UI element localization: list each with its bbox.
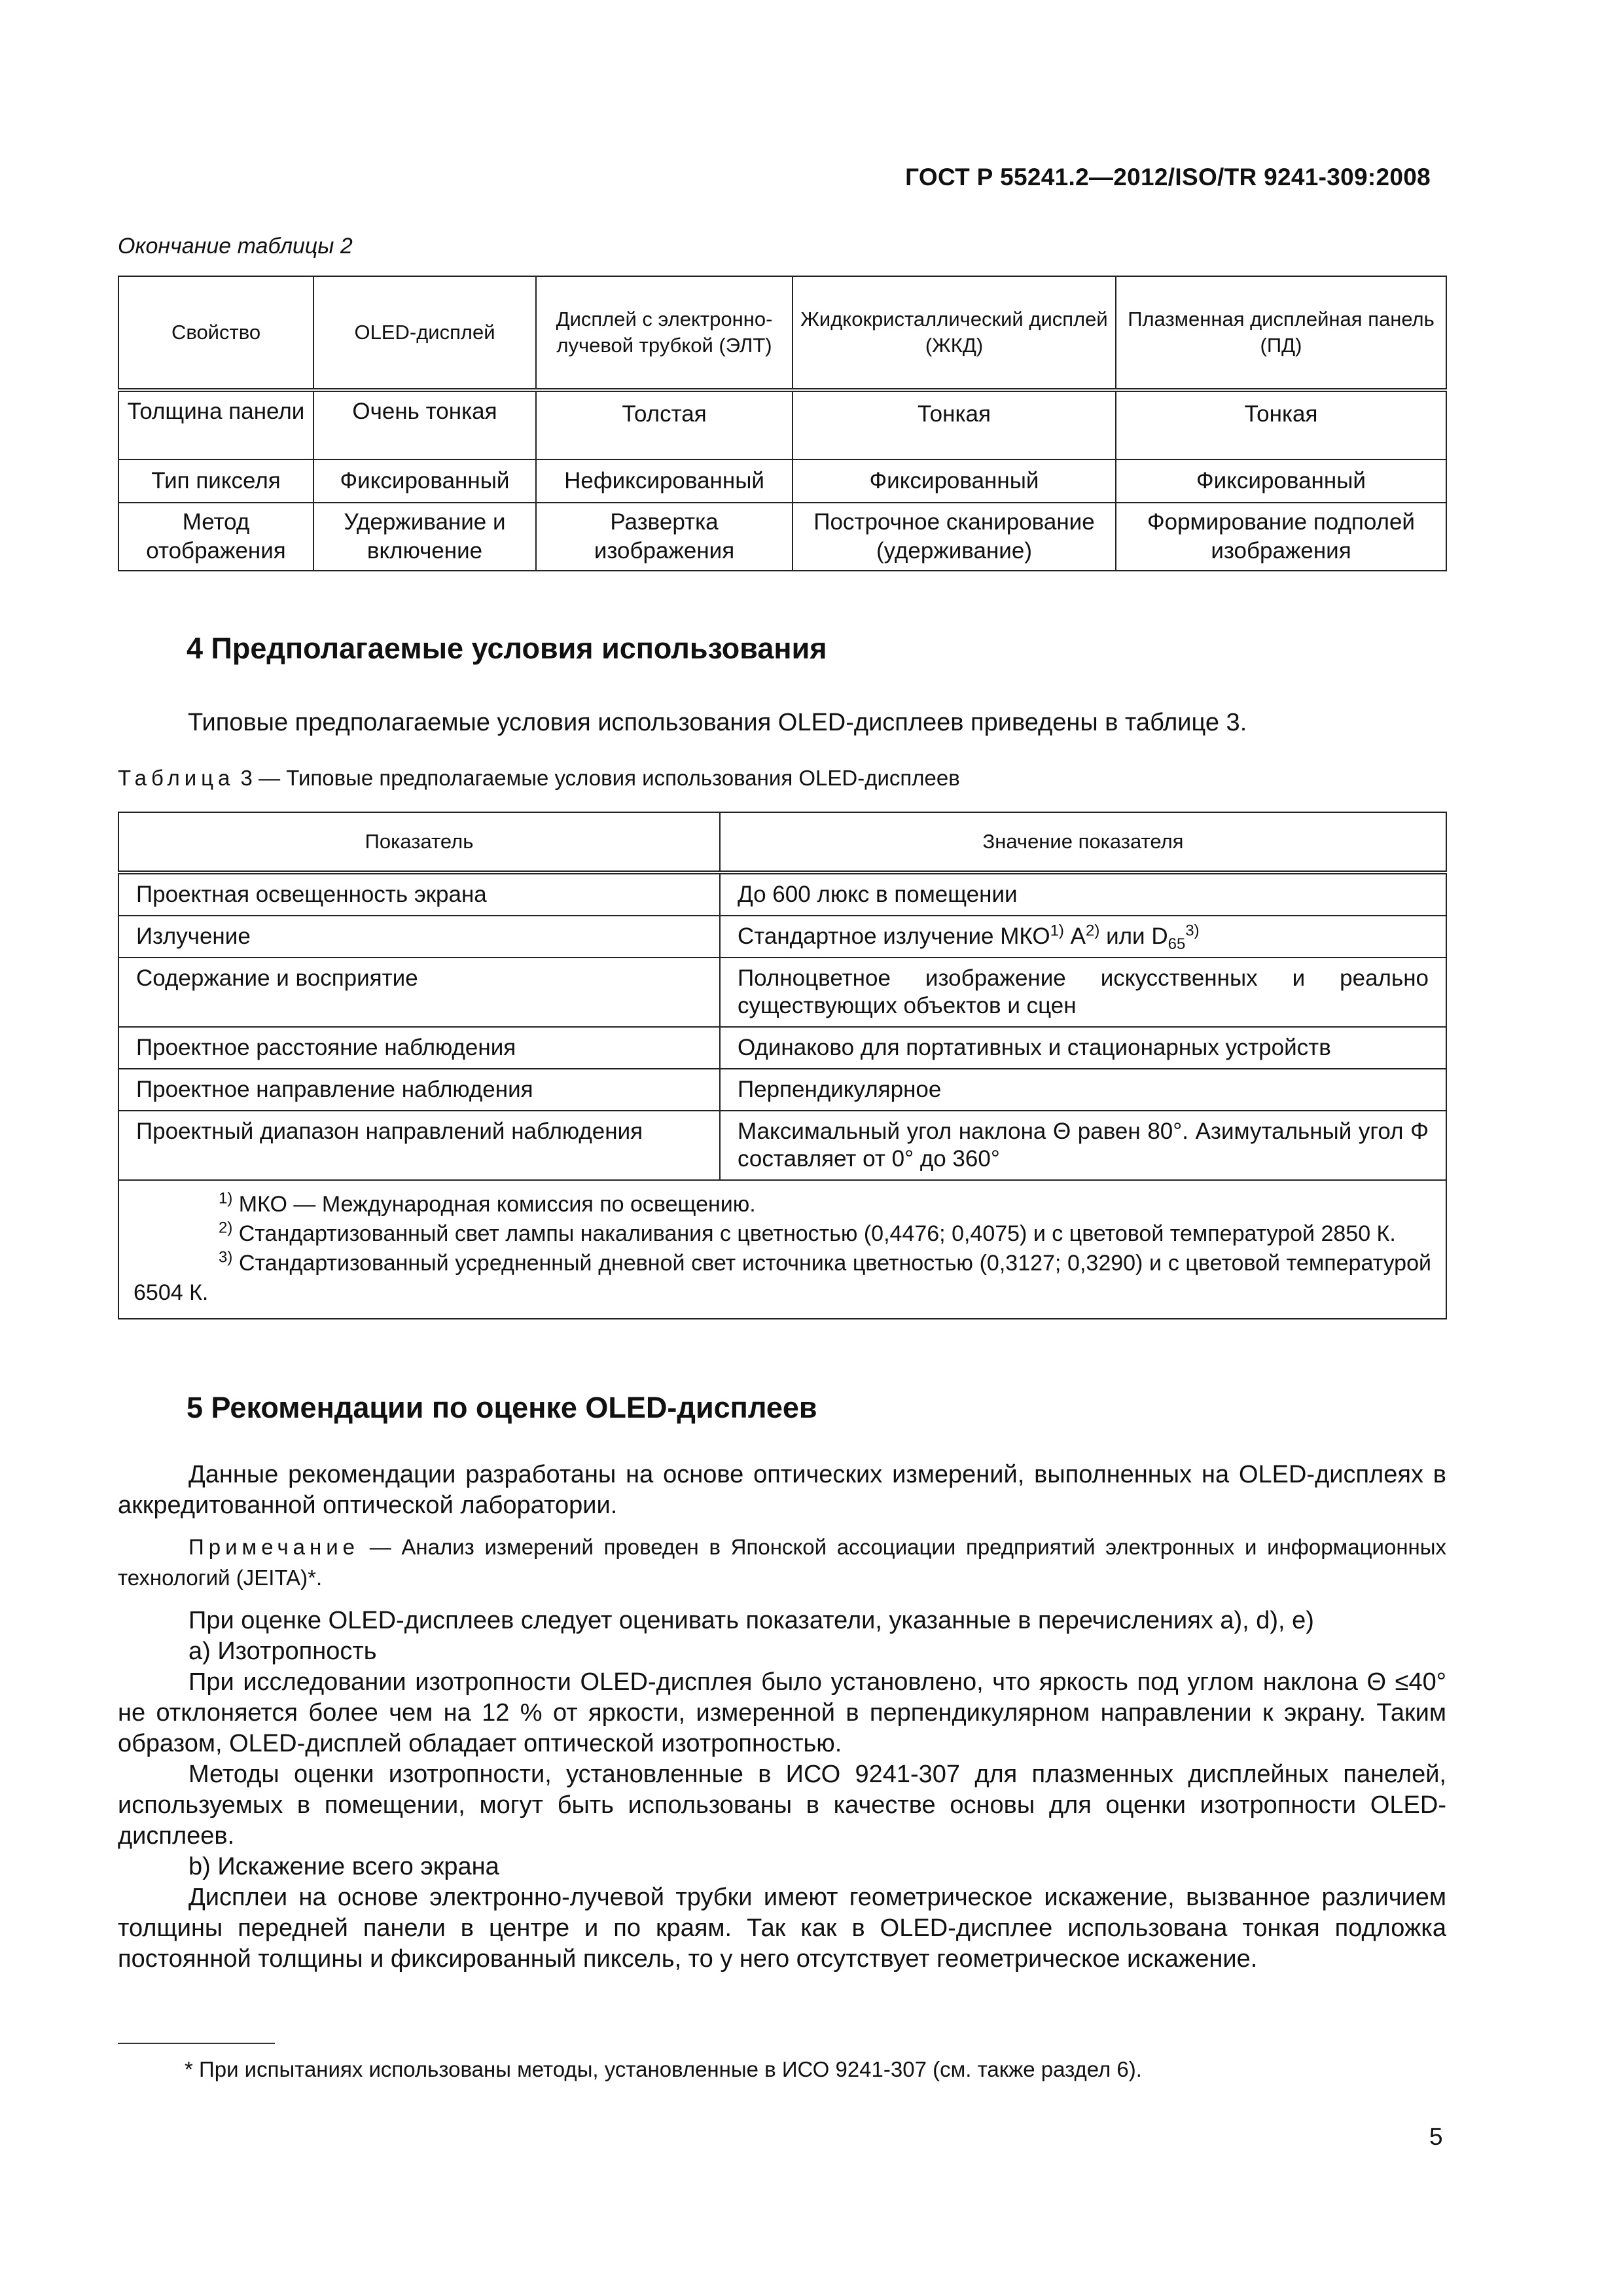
table2-header-row (118, 276, 1446, 390)
table3-footnote (134, 1219, 1431, 1249)
table3-footnotes (118, 1180, 1446, 1319)
table-cell: Проектное расстояние наблюдения (118, 1027, 720, 1069)
table-cell: Тонкая (793, 390, 1116, 459)
table3-footnotes-row (118, 1180, 1446, 1319)
table2-header-cell: Дисплей с электронно-лучевой трубкой (ЭЛТ) (536, 276, 793, 390)
subscript: 65 (1168, 935, 1186, 953)
table3-caption-text: 3 — Типовые предполагаемые условия использования OLED-дисплеев (234, 766, 960, 790)
table-row (118, 958, 1446, 1027)
table-cell: Содержание и восприятие (118, 958, 720, 1027)
table-2 (118, 276, 1447, 571)
table2-header-cell: Жидкокристаллический дисплей (ЖКД) (793, 276, 1116, 390)
table-cell: Развертка изображения (536, 503, 793, 571)
footnote-divider (118, 2043, 275, 2044)
table-cell: Толстая (536, 390, 793, 459)
table-cell: Формирование подполей изображения (1116, 503, 1446, 571)
radiation-text: A (1063, 924, 1086, 949)
section-4-heading: 4 Предполагаемые условия использования (187, 632, 827, 665)
table-cell: Одинаково для портативных и стационарных устройств (720, 1027, 1446, 1069)
list-item-b: b) Искажение всего экрана (188, 1853, 499, 1880)
table-cell: Построчное сканирование (удерживание) (793, 503, 1116, 571)
section-4-intro: Типовые предполагаемые условия использования OLED-дисплеев приведены в таблице 3. (188, 709, 1247, 736)
note (118, 1532, 1446, 1593)
table3-header-cell: Показатель (118, 812, 720, 872)
table-cell: Перпендикулярное (720, 1069, 1446, 1111)
footnote-mark: 1) (1050, 922, 1064, 940)
paragraph: При исследовании изотропности OLED-дисплея было установлено, что яркость под углом наклона Θ ≤40° не отклоняется более чем на 12 % от яркости, измеренной в перпендикулярном направлении к экрану. Таким образом, OLED-дисплей обладает оптической изотропностью. (118, 1668, 1446, 1757)
table-cell: Удерживание и включение (313, 503, 536, 571)
table-row (118, 459, 1446, 503)
table-cell: Нефиксированный (536, 459, 793, 503)
table-cell: Проектная освещенность экрана (118, 872, 720, 916)
footnote-mark: 2) (219, 1219, 233, 1237)
table-cell: Фиксированный (313, 459, 536, 503)
page-number: 5 (1429, 2123, 1443, 2150)
table2-header-cell: Плазменная дисплейная панель (ПД) (1116, 276, 1446, 390)
table-cell: Фиксированный (1116, 459, 1446, 503)
table3-caption-label: Таблица (118, 766, 235, 790)
footnote-text: Стандартизованный усредненный дневной свет источника цветностью (0,3127; 0,3290) и с цветовой температурой 6504 К. (134, 1251, 1431, 1305)
table-cell: Проектный диапазон направлений наблюдения (118, 1111, 720, 1180)
paragraph: Методы оценки изотропности, установленные в ИСО 9241-307 для плазменных дисплейных панелей, используемых в помещении, могут быть использованы в качестве основы для оценки изотропности OLED-дисплеев. (118, 1761, 1446, 1850)
table3-header-cell: Значение показателя (720, 812, 1446, 872)
table-cell: Очень тонкая (313, 390, 536, 459)
table-cell: Толщина панели (118, 390, 313, 459)
table2-header-cell: Свойство (118, 276, 313, 390)
table2-caption: Окончание таблицы 2 (118, 234, 353, 259)
table3-caption (118, 766, 960, 791)
table-cell: Метод отображения (118, 503, 313, 571)
table-cell: Тип пикселя (118, 459, 313, 503)
table2-header-cell: OLED-дисплей (313, 276, 536, 390)
paragraph: Дисплеи на основе электронно-лучевой трубки имеют геометрическое искажение, вызванное различием толщины передней панели в центре и по краям. Так как в OLED-дисплее использована тонкая подложка постоянной толщины и фиксированный пиксель, то у него отсутствует геометрическое искажение. (118, 1884, 1446, 1973)
table-row (118, 872, 1446, 916)
table-3 (118, 812, 1447, 1319)
footnote-mark: 1) (219, 1189, 233, 1208)
section-5-heading: 5 Рекомендации по оценке OLED-дисплеев (187, 1391, 817, 1424)
footnote-mark: 3) (219, 1248, 233, 1266)
footnote-mark: 2) (1086, 922, 1100, 940)
table-row (118, 503, 1446, 571)
table-cell (720, 916, 1446, 958)
paragraph: При оценке OLED-дисплеев следует оценивать показатели, указанные в перечислениях a), d), e) (188, 1607, 1314, 1634)
radiation-text: Стандартное излучение МКО (738, 924, 1050, 949)
table-row (118, 390, 1446, 459)
table-cell: Максимальный угол наклона Θ равен 80°. Азимутальный угол Φ составляет от 0° до 360° (720, 1111, 1446, 1180)
radiation-text: или D (1099, 924, 1168, 949)
paragraph: Данные рекомендации разработаны на основе оптических измерений, выполненных на OLED-дисплеях в аккредитованной оптической лаборатории. (118, 1461, 1446, 1519)
page-footnote: * При испытаниях использованы методы, установленные в ИСО 9241-307 (см. также раздел 6). (185, 2057, 1142, 2081)
table-row (118, 916, 1446, 958)
table-row (118, 1069, 1446, 1111)
note-label: Примечание (188, 1535, 360, 1559)
footnote-text: Стандартизованный свет лампы накаливания с цветностью (0,4476; 0,4075) и с цветовой температурой 2850 К. (232, 1221, 1396, 1246)
table3-header-row (118, 812, 1446, 872)
table-cell: Проектное направление наблюдения (118, 1069, 720, 1111)
table-cell: Полноцветное изображение искусственных и реально существующих объектов и сцен (720, 958, 1446, 1027)
table-cell: Излучение (118, 916, 720, 958)
table-cell: Фиксированный (793, 459, 1116, 503)
table-cell: До 600 люкс в помещении (720, 872, 1446, 916)
note-text: — Анализ измерений проведен в Японской ассоциации предприятий электронных и информационных технологий (JEITA)*. (118, 1535, 1446, 1590)
document-header: ГОСТ Р 55241.2—2012/ISO/TR 9241-309:2008 (905, 164, 1431, 190)
table-row (118, 1111, 1446, 1180)
table-row (118, 1027, 1446, 1069)
table3-footnote (134, 1190, 1431, 1219)
footnote-text: МКО — Международная комиссия по освещению. (232, 1192, 756, 1217)
table3-footnote (134, 1249, 1431, 1308)
footnote-mark: 3) (1185, 922, 1200, 940)
table-cell: Тонкая (1116, 390, 1446, 459)
list-item-a: a) Изотропность (188, 1638, 377, 1665)
